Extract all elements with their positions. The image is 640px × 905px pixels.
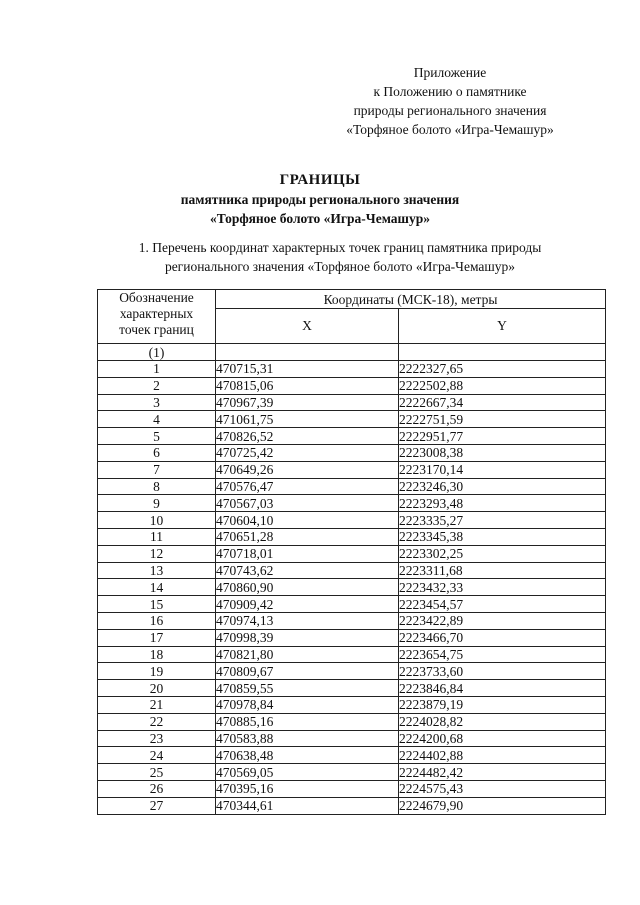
y-coordinate-cell: 2224200,68: [399, 730, 606, 747]
x-coordinate-cell: 470651,28: [216, 528, 399, 545]
point-number-cell: 15: [98, 596, 216, 613]
point-number-cell: 12: [98, 545, 216, 562]
y-coordinate-cell: 2224482,42: [399, 764, 606, 781]
table-row: [98, 461, 606, 478]
table-row: [98, 394, 606, 411]
x-coordinate-cell: 470967,39: [216, 394, 399, 411]
appendix-line: природы регионального значения: [353, 103, 547, 118]
table-row: [98, 579, 606, 596]
column-number-row: [98, 344, 606, 361]
y-coordinate-cell: 2224575,43: [399, 780, 606, 797]
y-coordinate-cell: 2222327,65: [399, 361, 606, 378]
x-coordinate-cell: 471061,75: [216, 411, 399, 428]
header-line: характерных: [119, 306, 194, 321]
y-coordinate-cell: 2224679,90: [399, 797, 606, 814]
y-coordinate-cell: 2223422,89: [399, 612, 606, 629]
table-row: [98, 411, 606, 428]
x-coordinate-cell: 470860,90: [216, 579, 399, 596]
point-number-cell: 3: [98, 394, 216, 411]
point-number-cell: 13: [98, 562, 216, 579]
point-number-cell: 6: [98, 444, 216, 461]
point-number-cell: 4: [98, 411, 216, 428]
point-number-cell: 8: [98, 478, 216, 495]
point-number-cell: 1: [98, 361, 216, 378]
header-line: Обозначение: [119, 290, 194, 305]
table-row: [98, 747, 606, 764]
table-row: [98, 797, 606, 814]
column-number-cell: (1): [98, 344, 216, 361]
y-coordinate-cell: 2223846,84: [399, 680, 606, 697]
table-header-row: [98, 290, 606, 309]
x-coordinate-cell: 470809,67: [216, 663, 399, 680]
x-coordinate-cell: 470638,48: [216, 747, 399, 764]
x-coordinate-cell: 470826,52: [216, 428, 399, 445]
y-coordinate-cell: 2224402,88: [399, 747, 606, 764]
point-number-cell: 14: [98, 579, 216, 596]
y-coordinate-cell: 2222951,77: [399, 428, 606, 445]
table-body: [98, 361, 606, 815]
x-coordinate-cell: 470815,06: [216, 377, 399, 394]
point-number-cell: 16: [98, 612, 216, 629]
table-row: [98, 528, 606, 545]
x-column-header: X: [216, 309, 399, 344]
y-coordinate-cell: 2223454,57: [399, 596, 606, 613]
table-row: [98, 596, 606, 613]
y-coordinate-cell: 2223733,60: [399, 663, 606, 680]
point-number-cell: 27: [98, 797, 216, 814]
coordinates-header: Координаты (МСК-18), метры: [216, 290, 606, 309]
x-coordinate-cell: 470344,61: [216, 797, 399, 814]
point-number-cell: 17: [98, 629, 216, 646]
table-row: [98, 478, 606, 495]
y-coordinate-cell: 2223170,14: [399, 461, 606, 478]
x-coordinate-cell: 470569,05: [216, 764, 399, 781]
x-coordinate-cell: 470583,88: [216, 730, 399, 747]
point-number-cell: 5: [98, 428, 216, 445]
point-number-cell: 23: [98, 730, 216, 747]
table-row: [98, 646, 606, 663]
point-number-cell: 10: [98, 512, 216, 529]
x-coordinate-cell: 470821,80: [216, 646, 399, 663]
y-coordinate-cell: 2223335,27: [399, 512, 606, 529]
point-number-cell: 11: [98, 528, 216, 545]
table-row: [98, 612, 606, 629]
y-coordinate-cell: 2223879,19: [399, 696, 606, 713]
point-number-cell: 20: [98, 680, 216, 697]
table-row: [98, 377, 606, 394]
document-heading: [0, 170, 640, 228]
point-number-cell: 25: [98, 764, 216, 781]
x-coordinate-cell: 470978,84: [216, 696, 399, 713]
x-coordinate-cell: 470715,31: [216, 361, 399, 378]
x-coordinate-cell: 470909,42: [216, 596, 399, 613]
appendix-note: [300, 63, 600, 139]
table-row: [98, 713, 606, 730]
y-coordinate-cell: 2223246,30: [399, 478, 606, 495]
section-caption: [60, 238, 620, 276]
table-row: [98, 361, 606, 378]
x-coordinate-cell: 470743,62: [216, 562, 399, 579]
y-column-header: Y: [399, 309, 606, 344]
y-coordinate-cell: 2222502,88: [399, 377, 606, 394]
y-coordinate-cell: 2223466,70: [399, 629, 606, 646]
appendix-line: к Положению о памятнике: [373, 84, 527, 99]
point-number-cell: 24: [98, 747, 216, 764]
document-subtitle-line: «Торфяное болото «Игра-Чемашур»: [210, 211, 430, 226]
y-coordinate-cell: 2223008,38: [399, 444, 606, 461]
coordinates-table: [97, 289, 606, 815]
appendix-line: Приложение: [413, 65, 487, 80]
table-row: [98, 444, 606, 461]
table-row: [98, 780, 606, 797]
x-coordinate-cell: 470885,16: [216, 713, 399, 730]
point-number-cell: 22: [98, 713, 216, 730]
document-title: ГРАНИЦЫ: [279, 172, 361, 188]
header-line: точек границ: [119, 322, 194, 337]
x-coordinate-cell: 470567,03: [216, 495, 399, 512]
point-number-cell: 2: [98, 377, 216, 394]
point-designation-header: [98, 290, 216, 344]
point-number-cell: 26: [98, 780, 216, 797]
point-number-cell: 21: [98, 696, 216, 713]
x-coordinate-cell: 470725,42: [216, 444, 399, 461]
point-number-cell: 18: [98, 646, 216, 663]
table-row: [98, 629, 606, 646]
point-number-cell: 19: [98, 663, 216, 680]
table-row: [98, 545, 606, 562]
point-number-cell: 9: [98, 495, 216, 512]
y-coordinate-cell: 2223302,25: [399, 545, 606, 562]
y-coordinate-cell: 2223293,48: [399, 495, 606, 512]
table-row: [98, 680, 606, 697]
table-row: [98, 512, 606, 529]
x-coordinate-cell: 470576,47: [216, 478, 399, 495]
y-coordinate-cell: 2223345,38: [399, 528, 606, 545]
table-row: [98, 562, 606, 579]
x-coordinate-cell: 470718,01: [216, 545, 399, 562]
table-row: [98, 764, 606, 781]
y-coordinate-cell: 2224028,82: [399, 713, 606, 730]
document-subtitle-line: памятника природы регионального значения: [180, 192, 460, 207]
x-coordinate-cell: 470395,16: [216, 780, 399, 797]
y-coordinate-cell: 2222667,34: [399, 394, 606, 411]
point-number-cell: 7: [98, 461, 216, 478]
table-row: [98, 428, 606, 445]
column-number-cell: [399, 344, 606, 361]
table-row: [98, 696, 606, 713]
x-coordinate-cell: 470974,13: [216, 612, 399, 629]
x-coordinate-cell: 470998,39: [216, 629, 399, 646]
section-caption-line: 1. Перечень координат характерных точек границ памятника природы: [138, 240, 542, 255]
y-coordinate-cell: 2222751,59: [399, 411, 606, 428]
y-coordinate-cell: 2223432,33: [399, 579, 606, 596]
table-row: [98, 730, 606, 747]
y-coordinate-cell: 2223654,75: [399, 646, 606, 663]
table-row: [98, 495, 606, 512]
table-row: [98, 663, 606, 680]
column-number-cell: [216, 344, 399, 361]
y-coordinate-cell: 2223311,68: [399, 562, 606, 579]
x-coordinate-cell: 470604,10: [216, 512, 399, 529]
x-coordinate-cell: 470649,26: [216, 461, 399, 478]
x-coordinate-cell: 470859,55: [216, 680, 399, 697]
appendix-line: «Торфяное болото «Игра-Чемашур»: [346, 122, 554, 137]
section-caption-line: регионального значения «Торфяное болото «Игра-Чемашур»: [164, 259, 516, 274]
